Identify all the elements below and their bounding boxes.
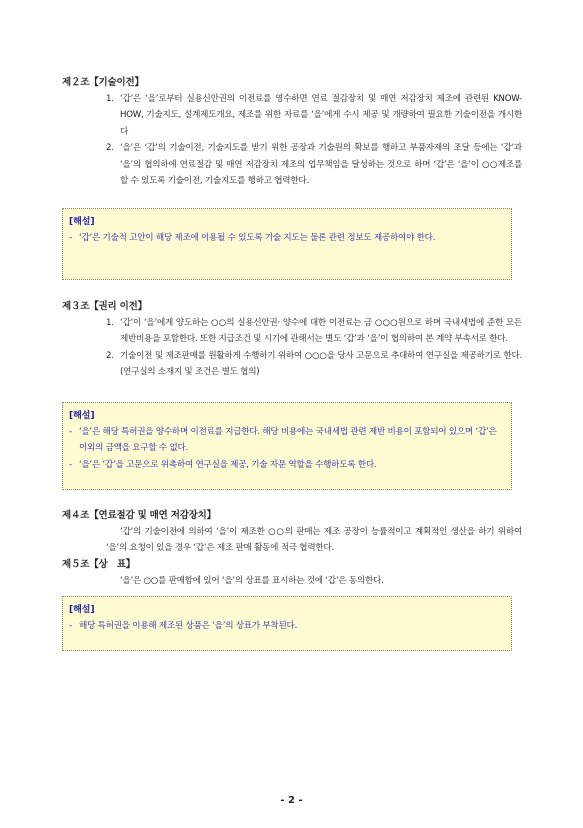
article-2-title: 제２조【기술이전】 bbox=[62, 77, 144, 88]
item-number: 2. bbox=[106, 350, 114, 361]
item-text: 기술이전 및 제조판매를 원활하게 수행하기 위하여 ○○○을 당사 고문으로 추대하여 연구실을 제공하기로 한다. (연구실의 소재지 및 조건은 별도 협의) bbox=[120, 350, 522, 378]
commentary-text: ‘갑’은 기술적 고안이 해당 제조에 이용될 수 있도록 기술 지도는 물론 관련 정보도 제공하여야 한다. bbox=[79, 233, 436, 243]
item-number: 1. bbox=[106, 318, 114, 328]
bullet-dash: - bbox=[69, 427, 72, 437]
commentary-line bbox=[69, 618, 505, 634]
commentary-line bbox=[69, 457, 505, 473]
item-text: ‘갑’이 ‘을’에게 양도하는 ○○의 실용신안권· 양수에 대한 이전료는 금 ○○○원으로 하며 국내세법에 준한 모든 제반비용을 포함한다. 또한 지급조건 및 시기에 관해서는 별도 ‘갑’과 ‘을’이 협의하여 본 계약 부속서로 한다. bbox=[120, 318, 522, 345]
article-5 bbox=[62, 558, 522, 589]
commentary-line bbox=[69, 230, 505, 246]
article-3-items bbox=[62, 315, 522, 381]
article-2 bbox=[62, 76, 522, 189]
article-3-item-1 bbox=[106, 315, 522, 348]
commentary-box-2 bbox=[62, 402, 512, 490]
article-2-items bbox=[62, 91, 522, 189]
item-number: 2. bbox=[106, 143, 114, 154]
article-5-title: 제５조【상 표】 bbox=[62, 559, 136, 570]
article-2-item-2 bbox=[106, 140, 522, 189]
commentary-text: ‘을’은 해당 특허권을 양수하며 이전료를 지급한다. 해당 비용에는 국내세법 관련 제반 비용이 포함되어 있으며 ‘갑’은 이외의 금액을 요구할 수 없다. bbox=[79, 427, 497, 454]
commentary-heading: [해설] bbox=[69, 605, 95, 615]
article-3-item-2 bbox=[106, 348, 522, 381]
item-text: ‘갑’은 ‘을’로부터 실용신안권의 이전료를 영수하면 연료 절감장치 및 매연 저감장치 제조에 관련된 KNOW-HOW, 기술지도, 설계제도개요, 제조를 위한 자료를 ‘을’에게 수시 제공 및 개량하여 필요한 기술이전을 개시한다 bbox=[120, 94, 522, 137]
article-3 bbox=[62, 300, 522, 381]
article-4-title: 제４조【연료절감 및 매연 저감장치】 bbox=[62, 510, 216, 521]
commentary-heading: [해설] bbox=[69, 217, 95, 227]
article-3-title: 제３조【권리 이전】 bbox=[62, 301, 147, 312]
commentary-box-1 bbox=[62, 208, 512, 280]
article-2-item-1 bbox=[106, 91, 522, 140]
item-text: ‘을’은 ‘갑’의 기술이전, 기술지도를 받기 위한 공장과 기술원의 확보를 행하고 부품자재의 조달 등에는 ‘갑’과 ‘을’의 협의하에 연료절감 및 매연 저감장치 제조의 업무책임을 달성하는 것으로 하며 ‘갑’은 ‘을’이 ○○제조를 할 수 있도록 기술이전, 기술지도를 행하고 협력한다. bbox=[120, 143, 522, 187]
bullet-dash: - bbox=[69, 459, 72, 470]
bullet-dash: - bbox=[69, 621, 72, 631]
article-5-text: ‘을’은 ○○를 판매함에 있어 ‘을’의 상표를 표시하는 것에 ‘갑’은 동의한다. bbox=[120, 576, 384, 586]
commentary-heading: [해설] bbox=[69, 411, 95, 421]
page-number: - 2 - bbox=[280, 795, 303, 806]
article-4-text: ‘갑’의 기술이전에 의하여 ‘을’이 제조한 ○○의 판매는 제조 공장이 능률적이고 계획적인 생산을 하기 위하여 ‘을’의 요청이 있을 경우 ‘갑’은 제조 판매 활동에 적극 협력한다. bbox=[106, 527, 522, 554]
bullet-dash: - bbox=[69, 233, 72, 243]
article-4 bbox=[62, 509, 522, 557]
commentary-line bbox=[69, 424, 505, 457]
item-number: 1. bbox=[106, 94, 114, 104]
commentary-text: 해당 특허권을 이용해 제조된 상품은 ‘을’의 상표가 부착된다. bbox=[79, 621, 298, 631]
commentary-box-3 bbox=[62, 596, 512, 651]
commentary-text: ‘을’은 ‘갑’을 고문으로 위촉하여 연구실을 제공, 기술 자문 역할을 수행하도록 한다. bbox=[79, 459, 377, 470]
